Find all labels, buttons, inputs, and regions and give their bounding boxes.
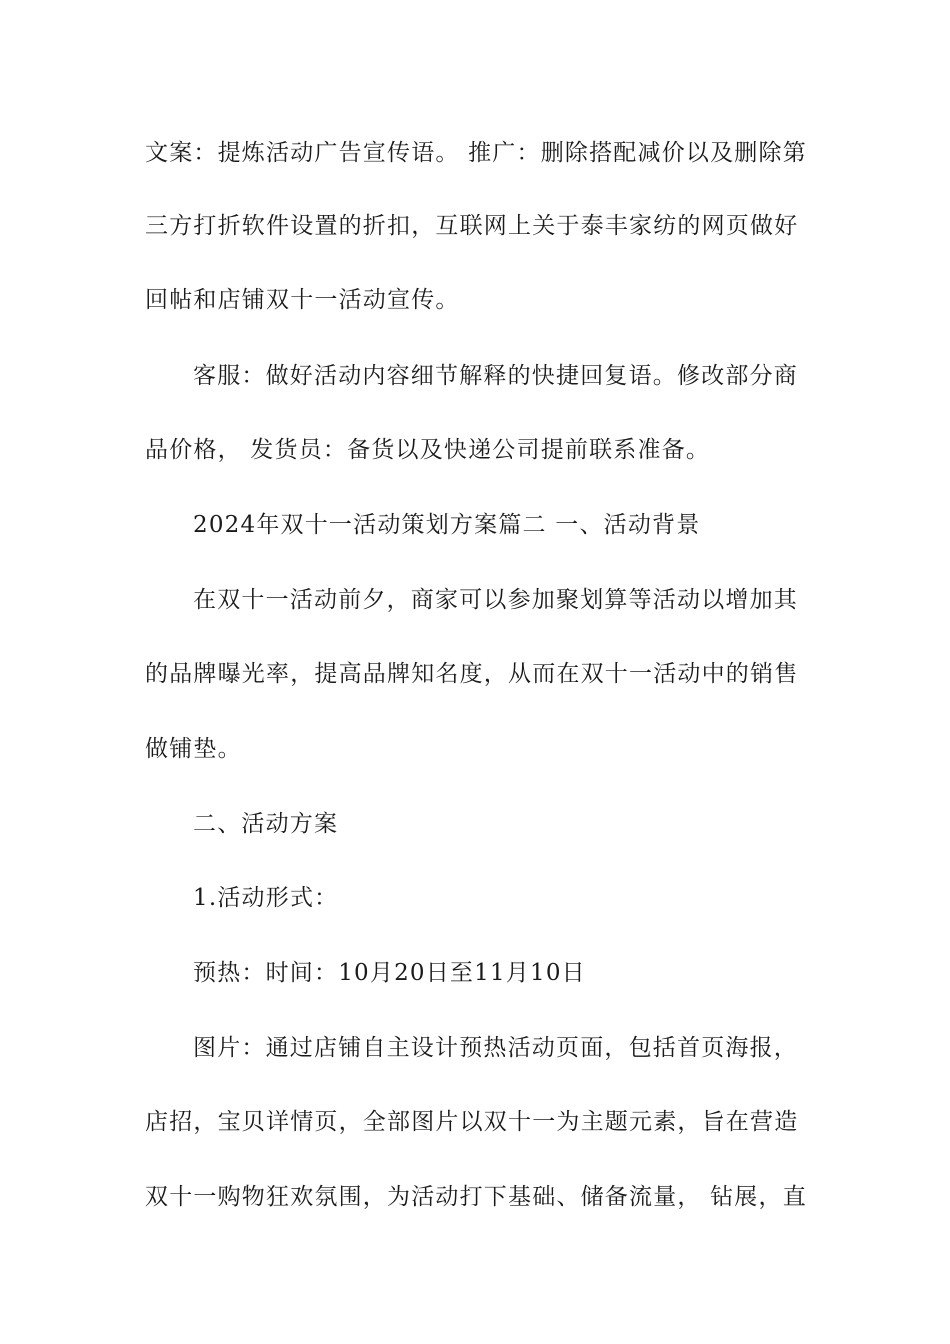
text-line: 双十一购物狂欢氛围，为活动打下基础、储备流量， 钻展，直 xyxy=(145,1184,807,1210)
text-line: 做铺垫。 xyxy=(145,736,242,762)
section-heading: 2024年双十一活动策划方案篇二 一、活动背景 xyxy=(193,512,701,538)
text-line: 图片：通过店铺自主设计预热活动页面，包括首页海报， xyxy=(193,1035,798,1061)
text-line: 的品牌曝光率，提高品牌知名度，从而在双十一活动中的销售 xyxy=(145,661,799,687)
subsection-heading: 1.活动形式： xyxy=(193,885,339,911)
text-line: 三方打折软件设置的折扣，互联网上关于泰丰家纺的网页做好 xyxy=(145,213,799,239)
text-line: 客服：做好活动内容细节解释的快捷回复语。修改部分商 xyxy=(193,363,798,389)
text-line: 品价格， 发货员：备货以及快递公司提前联系准备。 xyxy=(145,437,711,463)
text-line: 店招，宝贝详情页，全部图片以双十一为主题元素，旨在营造 xyxy=(145,1109,799,1135)
text-line: 在双十一活动前夕，商家可以参加聚划算等活动以增加其 xyxy=(193,587,798,613)
text-line: 文案：提炼活动广告宣传语。 推广：删除搭配减价以及删除第 xyxy=(145,140,807,166)
text-line: 回帖和店铺双十一活动宣传。 xyxy=(145,287,460,313)
text-line: 预热：时间：10月20日至11月10日 xyxy=(193,960,586,986)
section-heading: 二、活动方案 xyxy=(193,811,339,837)
